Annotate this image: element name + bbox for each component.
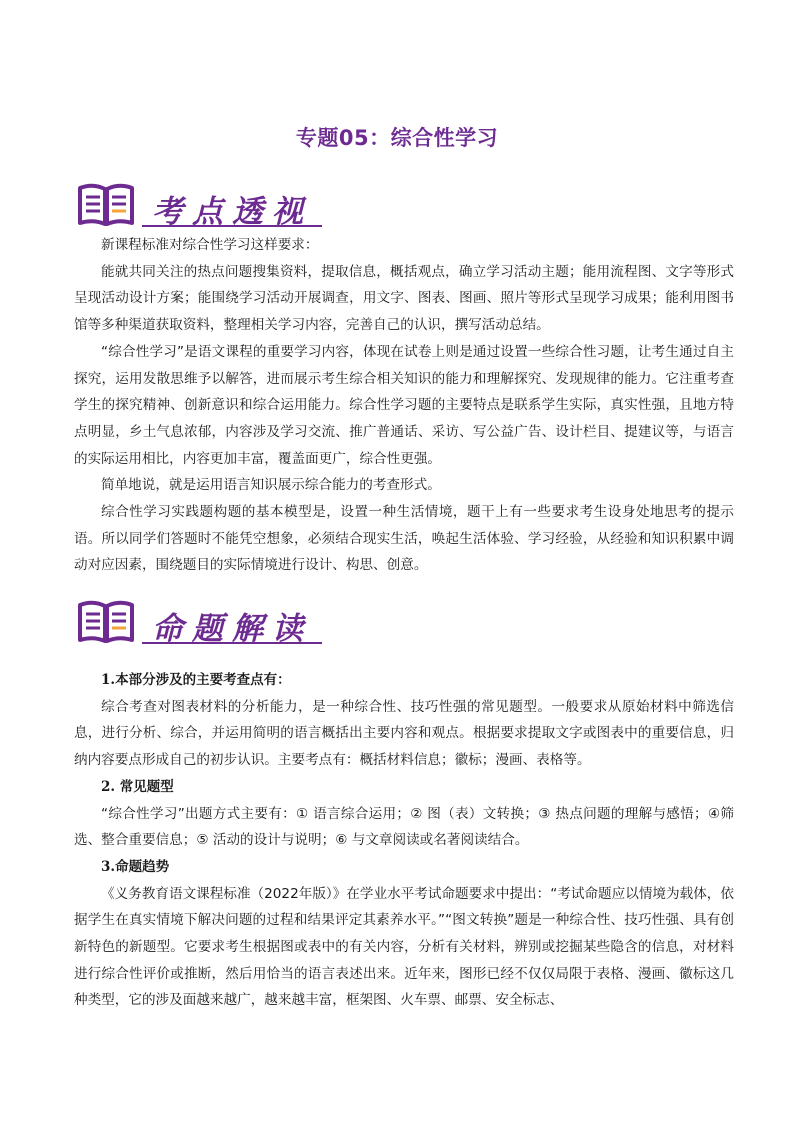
paragraph: 能就共同关注的热点问题搜集资料，提取信息，概括观点，确立学习活动主题；能用流程图、文字等形式呈现活动设计方案；能围绕学习活动开展调查，用文字、图表、图画、照片等形式呈现学习成果；能利用图书馆等多种渠道获取资料，整理相关学习内容，完善自己的认识，撰写活动总结。 <box>74 263 734 334</box>
subheading: 3.命题趋势 <box>101 858 170 875</box>
subheading: 2. 常见题型 <box>101 778 174 795</box>
section-header-kaodian <box>76 180 326 230</box>
page-title: 专题05：综合性学习 <box>295 126 499 150</box>
paragraph: 新课程标准对综合性学习这样要求： <box>101 237 319 253</box>
section-underline <box>142 225 322 227</box>
paragraph: 综合考查对图表材料的分析能力，是一种综合性、技巧性强的常见题型。一般要求从原始材料中筛选信息，进行分析、综合，并运用简明的语言概括出主要内容和观点。根据要求提取文字或图表中的重要信息，归纳内容要点形成自己的初步认识。主要考点有：概括材料信息；徽标；漫画、表格等。 <box>74 698 734 769</box>
section-underline <box>142 642 322 644</box>
paragraph: 综合性学习实践题构题的基本模型是，设置一种生活情境，题干上有一些要求考生设身处地思考的提示语。所以同学们答题时不能凭空想象，必须结合现实生活，唤起生活体验、学习经验，从经验和知识积累中调动对应因素，围绕题目的实际情境进行设计、构思、创意。 <box>74 504 734 574</box>
paragraph: 《义务教育语文课程标准（2022年版）》在学业水平考试命题要求中提出：“考试命题应以情境为载体，依据学生在真实情境下解决问题的过程和结果评定其素养水平。”“图文转换”题是一种综合性、技巧性强、具有创新特色的新题型。它要求考生根据图或表中的有关内容，分析有关材料，辨别或挖掘某些隐含的信息，对材料进行综合性评价或推断，然后用恰当的语言表述出来。近年来，图形已经不仅仅局限于表格、漫画、徽标这几种类型，它的涉及面越来越广，越来越丰富，框架图、火车票、邮票、安全标志、 <box>74 885 734 1009</box>
paragraph: 简单地说，就是运用语言知识展示综合能力的考查形式。 <box>101 477 441 494</box>
paragraph: “综合性学习”是语文课程的重要学习内容，体现在试卷上则是通过设置一些综合性习题，让考生通过自主探究，运用发散思维予以解答，进而展示考生综合相关知识的能力和理解探究、发现规律的能力。它注重考查学生的探究精神、创新意识和综合运用能力。综合性学习题的主要特点是联系学生实际，真实性强，且地方特点明显，乡土气息浓郁，内容涉及学习交流、推广普通话、采访、写公益广告、设计栏目、提建议等，与语言的实际运用相比，内容更加丰富，覆盖面更广，综合性更强。 <box>74 343 734 467</box>
section2-body <box>74 667 734 1014</box>
section-heading: 考点透视 <box>152 194 312 230</box>
book-icon <box>76 597 136 645</box>
section1-body <box>74 232 734 579</box>
book-icon <box>76 180 136 228</box>
section-header-mingti <box>76 597 326 647</box>
paragraph: “综合性学习”出题方式主要有：① 语言综合运用；② 图（表）文转换；③ 热点问题的理解与感悟；④筛选、整合重要信息；⑤ 活动的设计与说明；⑥ 与文章阅读或名著阅读结合。 <box>74 805 734 849</box>
subheading: 1.本部分涉及的主要考查点有： <box>101 672 291 688</box>
section-heading: 命题解读 <box>152 611 312 647</box>
